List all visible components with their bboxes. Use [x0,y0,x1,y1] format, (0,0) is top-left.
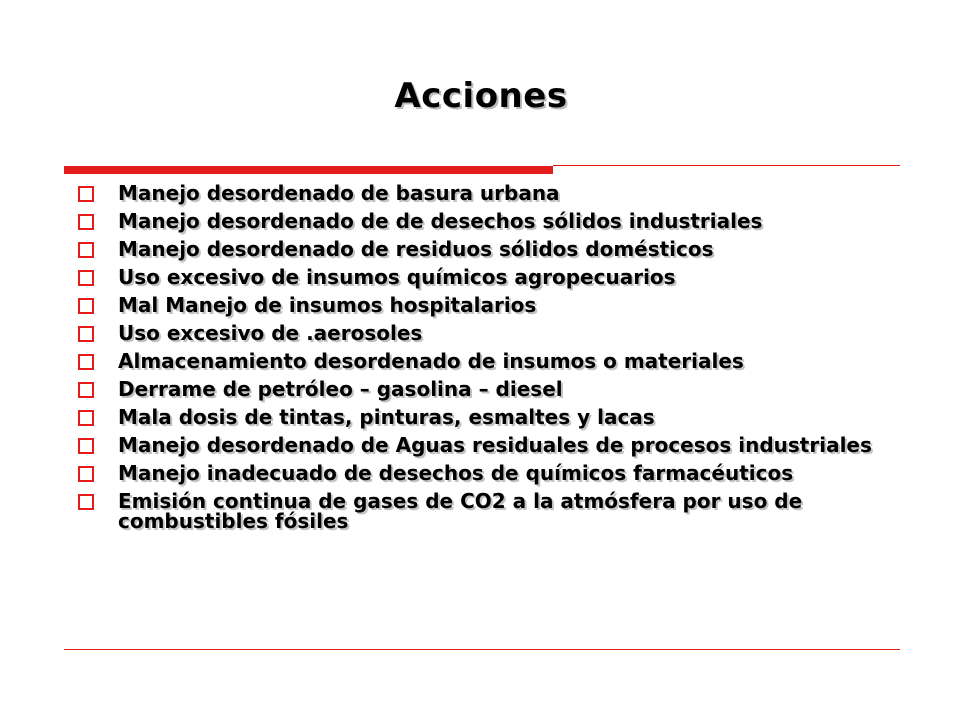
title-underline-thick [64,166,553,174]
square-bullet-icon [78,382,94,398]
list-item [72,323,902,343]
list-item [72,463,902,483]
square-bullet-icon [78,438,94,454]
list-item [72,379,902,399]
list-item [72,267,902,287]
list-item-text: Uso excesivo de .aerosoles [118,321,423,345]
list-item-text: Emisión continua de gases de CO2 a la atmósfera por uso de combustibles fósiles [118,489,803,533]
square-bullet-icon [78,242,94,258]
list-item-text: Manejo desordenado de Aguas residuales de procesos industriales [118,433,872,457]
square-bullet-icon [78,494,94,510]
square-bullet-icon [78,186,94,202]
square-bullet-icon [78,270,94,286]
square-bullet-icon [78,326,94,342]
list-item [72,491,902,531]
list-item-text: Uso excesivo de insumos químicos agropecuarios [118,265,676,289]
list-item-text: Mala dosis de tintas, pinturas, esmaltes y lacas [118,405,655,429]
list-item-text: Manejo desordenado de de desechos sólidos industriales [118,209,763,233]
title-underline-thin [553,165,900,166]
square-bullet-icon [78,466,94,482]
square-bullet-icon [78,214,94,230]
list-item [72,351,902,371]
list-item [72,211,902,231]
list-item [72,239,902,259]
list-item [72,183,902,203]
square-bullet-icon [78,410,94,426]
square-bullet-icon [78,298,94,314]
list-item-text: Mal Manejo de insumos hospitalarios [118,293,537,317]
list-item-text: Manejo desordenado de basura urbana [118,181,560,205]
action-list [72,183,902,539]
list-item-text: Manejo inadecuado de desechos de químicos farmacéuticos [118,461,794,485]
list-item-text: Almacenamiento desordenado de insumos o materiales [118,349,744,373]
slide-title: Acciones [394,76,568,116]
list-item-text: Manejo desordenado de residuos sólidos domésticos [118,237,714,261]
list-item [72,435,902,455]
square-bullet-icon [78,354,94,370]
list-item [72,407,902,427]
list-item [72,295,902,315]
footer-divider [64,649,900,650]
list-item-text: Derrame de petróleo – gasolina – diesel [118,377,563,401]
